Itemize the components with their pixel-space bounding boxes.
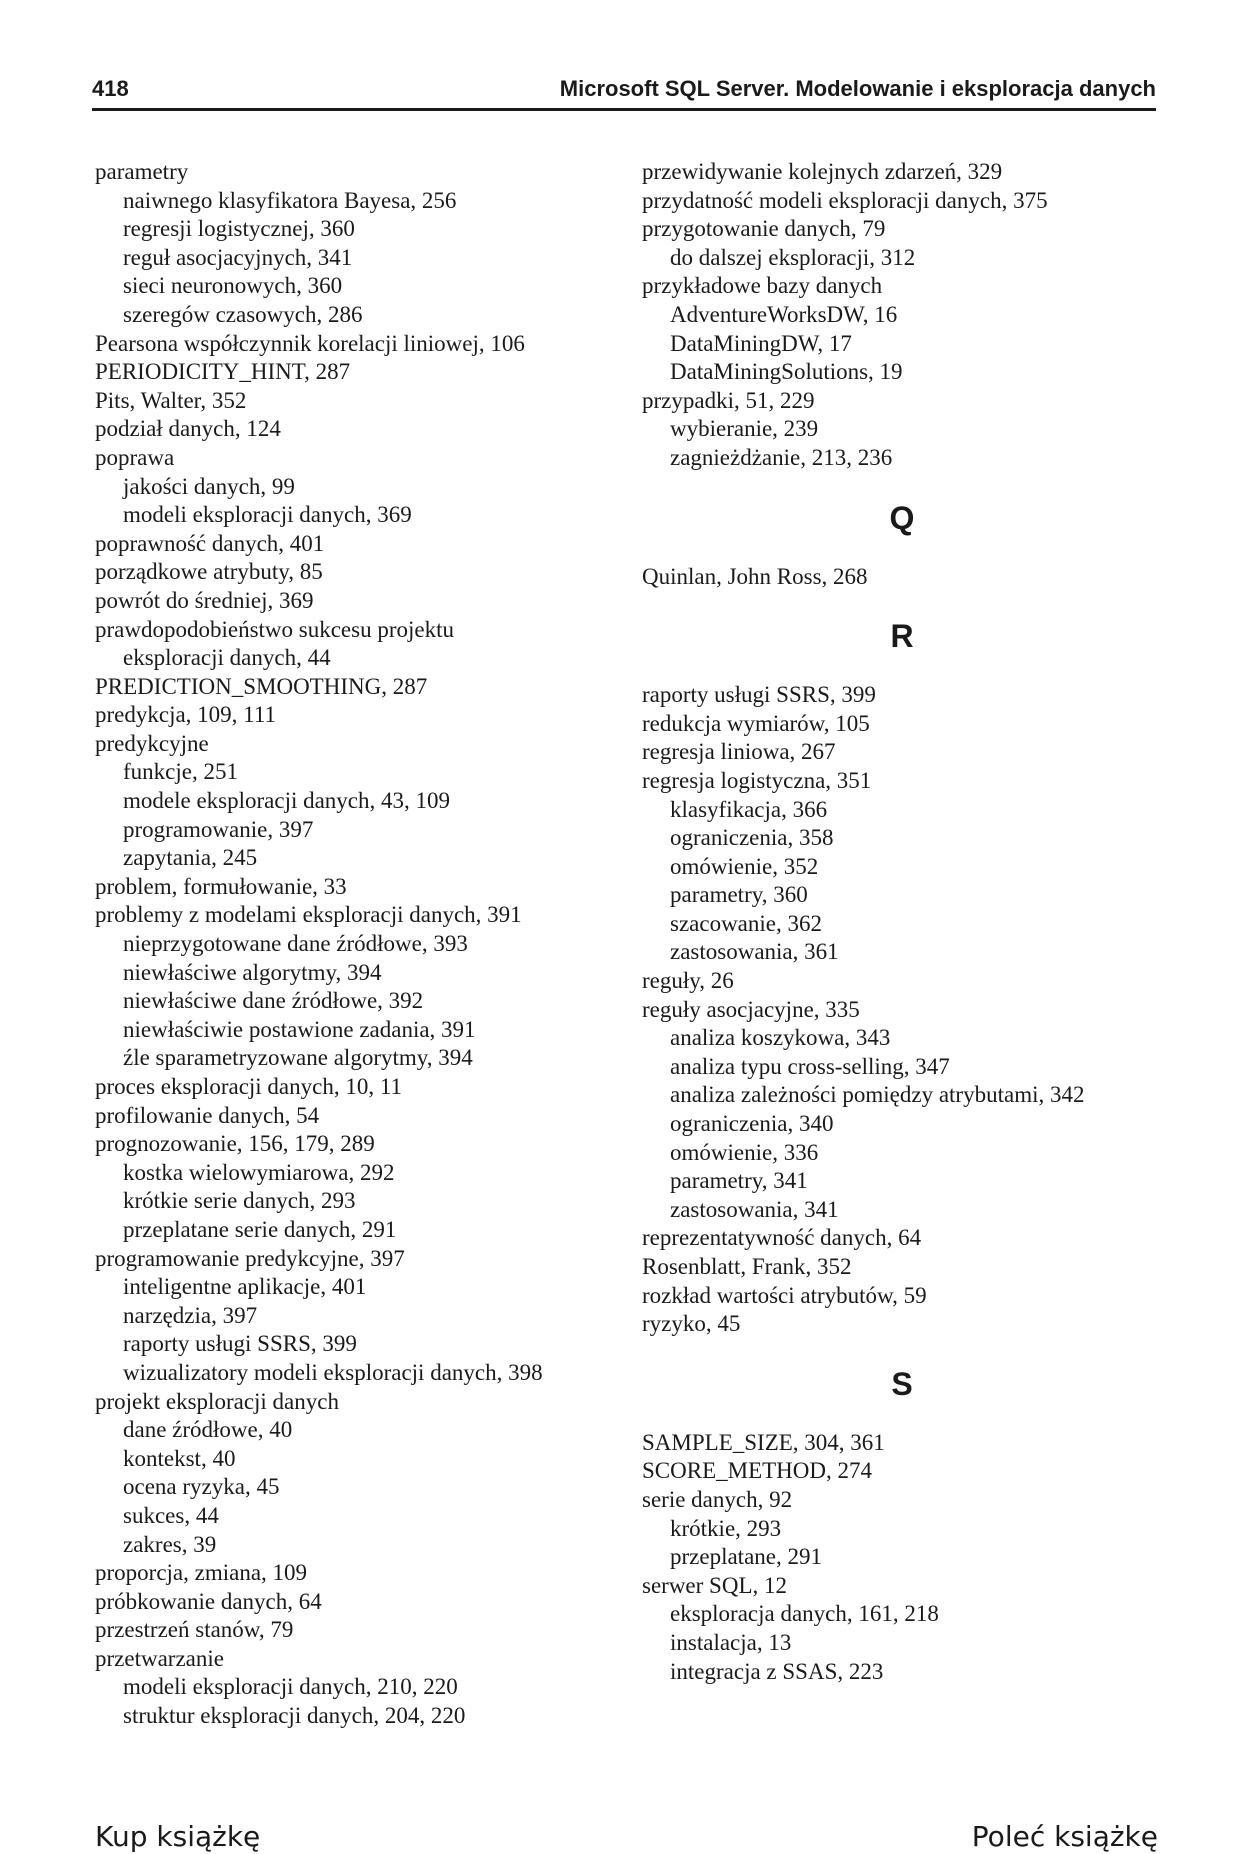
index-entry: projekt eksploracji danych [95,1388,339,1414]
index-entry: problemy z modelami eksploracji danych, 391 [95,902,522,928]
index-entry: PERIODICITY_HINT, 287 [95,359,351,385]
index-entry: próbkowanie danych, 64 [95,1588,322,1614]
index-subentry: eksploracja danych, 161, 218 [670,1601,939,1627]
index-subentry: dane źródłowe, 40 [123,1417,293,1443]
index-entry: reprezentatywność danych, 64 [642,1225,922,1251]
index-entry: przypadki, 51, 229 [642,387,815,413]
index-section-letter: S [891,1365,913,1402]
running-header [92,74,1156,111]
index-subentry: naiwnego klasyfikatora Bayesa, 256 [123,187,457,213]
index-subentry: sukces, 44 [123,1502,219,1528]
index-subentry: eksploracji danych, 44 [123,645,331,671]
index-column-right [642,158,1162,1686]
index-column-left [95,158,625,1731]
book-title: Microsoft SQL Server. Modelowanie i eksploracja danych [559,76,1156,101]
index-subentry: zakres, 39 [123,1531,217,1557]
index-subentry: analiza zależności pomiędzy atrybutami, 342 [670,1082,1085,1108]
index-entry: predykcyjne [95,730,209,756]
index-entry: prawdopodobieństwo sukcesu projektu [95,616,454,642]
index-entry: powrót do średniej, 369 [95,587,314,613]
index-subentry: modeli eksploracji danych, 210, 220 [123,1674,458,1700]
index-subentry: modeli eksploracji danych, 369 [123,502,412,528]
index-subentry: do dalszej eksploracji, 312 [670,244,916,270]
index-subentry: parametry, 360 [670,882,808,908]
index-subentry: ograniczenia, 340 [670,1111,834,1137]
index-entry: programowanie predykcyjne, 397 [95,1245,405,1271]
index-subentry: inteligentne aplikacje, 401 [123,1274,367,1300]
index-subentry: analiza typu cross-selling, 347 [670,1053,950,1079]
index-subentry: raporty usługi SSRS, 399 [123,1331,357,1357]
index-subentry: klasyfikacja, 366 [670,796,828,822]
index-entry: ryzyko, 45 [642,1311,741,1337]
buy-book-link[interactable]: Kup książkę [95,1820,261,1853]
index-entry: przetwarzanie [95,1645,224,1671]
index-subentry: przeplatane serie danych, 291 [123,1216,397,1242]
index-entry: porządkowe atrybuty, 85 [95,559,323,585]
index-entry: predykcja, 109, 111 [95,702,276,728]
index-entry: Pearsona współczynnik korelacji liniowej, 106 [95,330,525,356]
index-entry: prognozowanie, 156, 179, 289 [95,1131,375,1157]
index-subentry: sieci neuronowych, 360 [123,273,343,299]
index-section-letter: R [890,618,914,655]
index-entry: poprawa [95,444,175,470]
index-subentry: struktur eksploracji danych, 204, 220 [123,1703,466,1729]
index-subentry: przeplatane, 291 [670,1544,822,1570]
index-subentry: zastosowania, 341 [670,1196,839,1222]
index-entry: proces eksploracji danych, 10, 11 [95,1074,402,1099]
index-entry: Pits, Walter, 352 [95,387,247,413]
index-entry: reguły asocjacyjne, 335 [642,996,860,1022]
index-subentry: parametry, 341 [670,1168,808,1194]
index-subentry: DataMiningDW, 17 [670,330,852,356]
index-subentry: ocena ryzyka, 45 [123,1474,280,1500]
index-subentry: nieprzygotowane dane źródłowe, 393 [123,931,468,957]
index-subentry: instalacja, 13 [670,1629,792,1655]
index-entry: poprawność danych, 401 [95,530,325,556]
index-subentry: AdventureWorksDW, 16 [670,301,898,327]
index-subentry: szeregów czasowych, 286 [123,301,363,327]
index-entry: serie danych, 92 [642,1486,793,1512]
index-subentry: krótkie serie danych, 293 [123,1188,356,1214]
index-entry: parametry [95,159,189,184]
index-entry: przewidywanie kolejnych zdarzeń, 329 [642,159,1003,184]
index-subentry: kostka wielowymiarowa, 292 [123,1159,395,1185]
index-subentry: wybieranie, 239 [670,416,819,442]
index-subentry: funkcje, 251 [123,759,238,785]
index-entry: reguły, 26 [642,968,734,994]
index-subentry: jakości danych, 99 [123,473,295,499]
index-subentry: szacowanie, 362 [670,910,822,936]
index-section-letter: Q [889,499,915,536]
index-subentry: źle sparametryzowane algorytmy, 394 [123,1045,473,1071]
index-entry: przygotowanie danych, 79 [642,216,886,242]
index-entry: SCORE_METHOD, 274 [642,1458,873,1484]
index-entry: serwer SQL, 12 [642,1572,787,1598]
index-entry: rozkład wartości atrybutów, 59 [642,1282,927,1308]
index-subentry: programowanie, 397 [123,816,314,842]
index-subentry: modele eksploracji danych, 43, 109 [123,788,451,814]
recommend-book-link[interactable]: Poleć książkę [971,1820,1158,1853]
index-subentry: krótkie, 293 [670,1515,782,1541]
index-entry: podział danych, 124 [95,416,281,442]
index-subentry: wizualizatory modeli eksploracji danych, 398 [123,1359,543,1385]
index-subentry: zastosowania, 361 [670,939,839,965]
index-subentry: omówienie, 336 [670,1139,819,1165]
index-entry: regresja logistyczna, 351 [642,767,872,793]
index-entry: przydatność modeli eksploracji danych, 375 [642,187,1048,213]
index-entry: raporty usługi SSRS, 399 [642,682,876,708]
index-subentry: reguł asocjacyjnych, 341 [123,244,353,270]
index-entry: regresja liniowa, 267 [642,739,836,765]
index-entry: SAMPLE_SIZE, 304, 361 [642,1429,885,1455]
index-entry: proporcja, zmiana, 109 [95,1560,308,1586]
index-entry: profilowanie danych, 54 [95,1102,320,1128]
index-subentry: niewłaściwe dane źródłowe, 392 [123,988,424,1014]
page-number: 418 [92,76,129,101]
index-entry: przykładowe bazy danych [642,273,883,299]
index-subentry: DataMiningSolutions, 19 [670,359,903,385]
index-subentry: narzędzia, 397 [123,1302,258,1328]
index-subentry: zapytania, 245 [123,845,258,871]
index-subentry: niewłaściwie postawione zadania, 391 [123,1016,476,1042]
index-subentry: ograniczenia, 358 [670,825,834,851]
index-entry: przestrzeń stanów, 79 [95,1617,294,1643]
index-subentry: omówienie, 352 [670,853,819,879]
index-subentry: kontekst, 40 [123,1445,236,1471]
index-entry: problem, formułowanie, 33 [95,873,347,899]
index-entry: Quinlan, John Ross, 268 [642,563,868,589]
index-entry: redukcja wymiarów, 105 [642,710,870,736]
index-subentry: zagnieżdżanie, 213, 236 [670,444,893,470]
index-subentry: niewłaściwe algorytmy, 394 [123,959,382,985]
index-entry: Rosenblatt, Frank, 352 [642,1254,852,1279]
index-subentry: analiza koszykowa, 343 [670,1025,891,1051]
index-entry: PREDICTION_SMOOTHING, 287 [95,673,428,699]
index-subentry: integracja z SSAS, 223 [670,1658,884,1684]
index-subentry: regresji logistycznej, 360 [123,216,355,242]
